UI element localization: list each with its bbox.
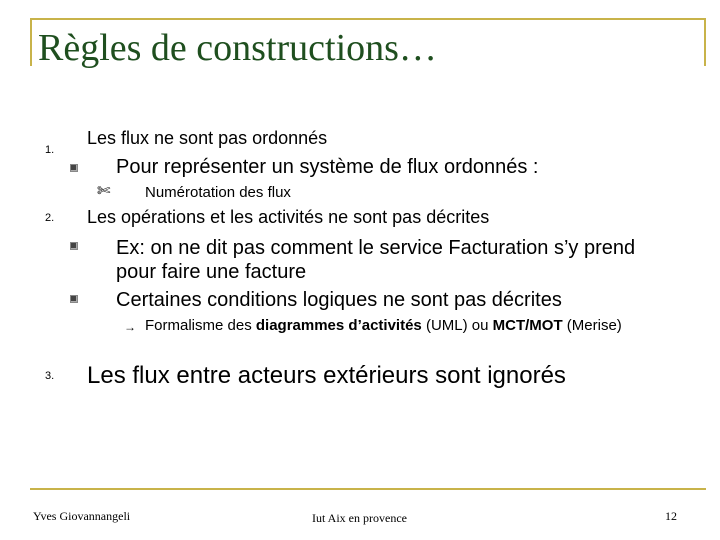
square-bullet-icon <box>70 295 78 303</box>
scissors-icon: ✄ <box>97 183 111 200</box>
item-2-number: 2. <box>45 212 55 224</box>
item-2-subsub-bold2: MCT/MOT <box>492 317 563 334</box>
footer-page-number: 12 <box>665 509 677 523</box>
item-3-number: 3. <box>45 370 55 382</box>
item-1-text: Les flux ne sont pas ordonnés <box>87 128 328 148</box>
frame-top-line <box>30 18 706 20</box>
item-1-subsub: Numérotation des flux <box>145 184 291 201</box>
item-2-subsub <box>145 316 665 336</box>
frame-bottom-line <box>30 488 706 490</box>
item-1-sub-1: Pour représenter un système de flux ordonnés : <box>116 156 539 178</box>
item-2-subsub-bold1: diagrammes d’activités <box>255 317 422 334</box>
slide-title: Règles de constructions… <box>38 27 437 69</box>
item-2-sub-1: Ex: on ne dit pas comment le service Facturation s’y prend pour faire une facture <box>116 237 636 283</box>
item-3-text: Les flux entre acteurs extérieurs sont ignorés <box>87 362 566 389</box>
footer-institution: Iut Aix en provence <box>312 511 407 525</box>
frame-right-line <box>704 18 706 66</box>
square-bullet-icon <box>70 164 78 172</box>
item-2-subsub-part1: Formalisme des <box>145 317 256 334</box>
footer-author: Yves Giovannangeli <box>33 509 131 523</box>
item-2-subsub-part3: (Merise) <box>562 317 622 334</box>
item-2-text: Les opérations et les activités ne sont pas décrites <box>87 207 490 227</box>
item-1-number: 1. <box>45 144 55 156</box>
frame-left-line <box>30 18 32 66</box>
item-2-subsub-part2: (UML) ou <box>421 317 493 334</box>
square-bullet-icon <box>70 242 78 250</box>
arrow-right-icon: → <box>124 320 136 334</box>
item-2-sub-2: Certaines conditions logiques ne sont pas décrites <box>116 289 562 311</box>
